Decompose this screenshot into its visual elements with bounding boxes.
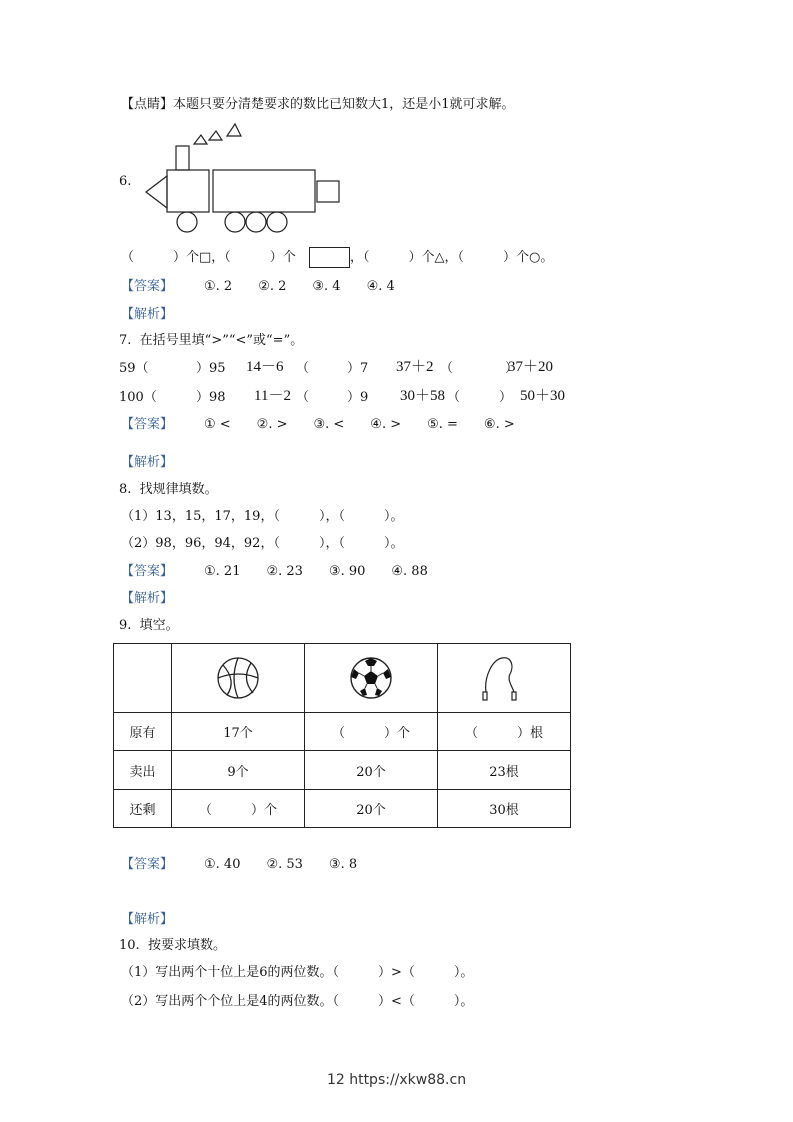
row-label: 原有 — [114, 713, 172, 751]
q7-analysis: 【解析】 — [121, 455, 174, 470]
q7-title: 7. 在括号里填“>”“<”或“=”。 — [119, 333, 304, 348]
wheel — [225, 212, 245, 232]
wheel — [267, 212, 287, 232]
q6-answer-line-b: ，（ ）个△，（ ）个○。 — [350, 250, 554, 265]
q6-analysis: 【解析】 — [121, 307, 174, 322]
q6-number: 6. — [119, 174, 132, 189]
train-figure — [140, 120, 350, 240]
table-cell: 30根 — [438, 790, 571, 828]
row-label: 还剩 — [114, 790, 172, 828]
q10-title: 10. 按要求填数。 — [119, 938, 226, 953]
smoke-triangle-3 — [227, 124, 241, 136]
train-car — [213, 170, 315, 212]
q8-answers: ①. 21 ②. 23 ③. 90 ④. 88 — [204, 564, 428, 579]
q9-answer-label: 【答案】 — [121, 857, 174, 872]
page-footer[interactable]: 12 https://xkw88.cn — [326, 1072, 467, 1088]
q6-answer-label: 【答案】 — [121, 279, 174, 294]
tip-text: 【点睛】本题只要分清楚要求的数比已知数大1，还是小1就可求解。 — [121, 97, 515, 112]
table-cell: （ ）根 — [438, 713, 571, 751]
q8-title: 8. 找规律填数。 — [119, 482, 218, 497]
wheel — [177, 212, 197, 232]
q7-r2c1-left: 100（ — [119, 390, 157, 405]
table-cell: 20个 — [305, 751, 438, 790]
soccer-ball-icon — [348, 655, 394, 701]
q7-r2c3-right: 50＋30 — [520, 388, 566, 404]
table-cell: （ ）个 — [172, 790, 305, 828]
q6-answer-line-a: （ ）个□，（ ）个 — [121, 250, 296, 265]
basketball-icon — [215, 655, 261, 701]
q10-line1: （1）写出两个十位上是6的两位数。（ ）>（ ）。 — [121, 965, 474, 980]
q7-r1c3-right: 37＋20 — [508, 359, 554, 375]
q8-line2: （2）98，96，94，92，（ ），（ ）。 — [121, 536, 404, 551]
table-cell: 23根 — [438, 751, 571, 790]
train-chimney — [176, 146, 189, 170]
q9-answers: ①. 40 ②. 53 ③. 8 — [204, 857, 358, 872]
table-cell: 9个 — [172, 751, 305, 790]
rectangle-shape-icon — [309, 247, 350, 268]
q7-r1c2-right: ）7 — [347, 361, 369, 376]
row-label: 卖出 — [114, 751, 172, 790]
q8-answer-label: 【答案】 — [121, 564, 174, 579]
q7-r2c1-right: ）98 — [196, 390, 226, 405]
train-rear-square — [317, 181, 339, 202]
q7-r2c3-left: 30＋58 — [400, 388, 446, 404]
jump-rope-cell — [438, 644, 571, 713]
q7-r1c1-left: 59（ — [119, 361, 149, 376]
q7-r1c2-left: 14－6 — [246, 359, 284, 375]
q7-r1c3-left: 37＋2 — [396, 359, 434, 375]
q7-r1c1-right: ）95 — [196, 361, 226, 376]
wheel — [246, 212, 266, 232]
q9-table — [113, 643, 571, 828]
smoke-triangle-1 — [194, 135, 207, 144]
q6-answers: ①. 2 ②. 2 ③. 4 ④. 4 — [204, 279, 395, 294]
q10-line2: （2）写出两个个位上是4的两位数。（ ）<（ ）。 — [121, 994, 474, 1009]
q8-line1: （1）13，15，17，19，（ ），（ ）。 — [121, 509, 404, 524]
q8-analysis: 【解析】 — [121, 591, 174, 606]
basketball-cell — [172, 644, 305, 713]
soccer-ball-cell — [305, 644, 438, 713]
q7-r2c2-left: 11－2 — [254, 388, 291, 404]
q9-title: 9. 填空。 — [119, 618, 179, 633]
q7-r2c2-right: ）9 — [347, 390, 369, 405]
q7-answer-label: 【答案】 — [121, 417, 174, 432]
table-cell: 17个 — [172, 713, 305, 751]
smoke-triangle-2 — [209, 131, 222, 140]
train-front-triangle — [146, 176, 167, 208]
table-corner-cell — [114, 644, 172, 713]
jump-rope-icon — [474, 652, 534, 704]
table-cell: （ ）个 — [305, 713, 438, 751]
table-cell: 20个 — [305, 790, 438, 828]
q9-analysis: 【解析】 — [121, 912, 174, 927]
q7-answers: ① < ②. > ③. < ④. > ⑤. = ⑥. > — [204, 417, 515, 432]
train-cab — [167, 170, 209, 212]
